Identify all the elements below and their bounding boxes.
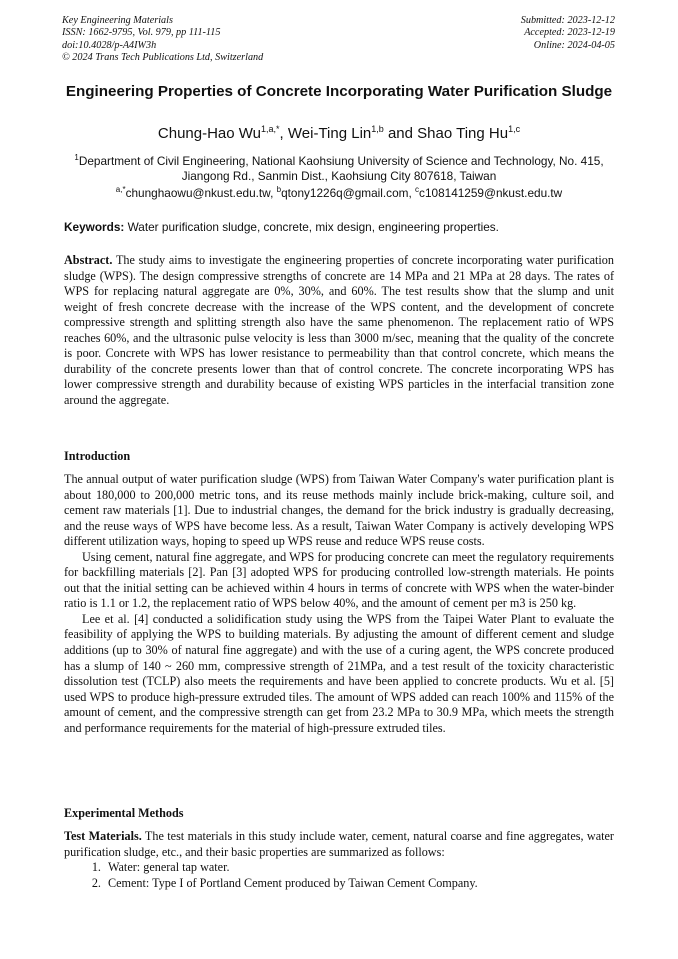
email-link[interactable]: chunghaowu@nkust.edu.tw — [125, 185, 271, 200]
methods-heading: Experimental Methods — [64, 806, 184, 820]
paper-title: Engineering Properties of Concrete Incorporating Water Purification Sludge — [65, 83, 613, 100]
author-separator: , — [279, 125, 288, 142]
email-mark: a,* — [115, 185, 126, 194]
affiliation-text: Department of Civil Engineering, National Kaohsiung University of Science and Technology, No. 415, Jiangong Rd., Sanmin Dist., Kaohsiung City 807618, Taiwan — [78, 153, 604, 183]
accepted-date: Accepted: 2023-12-19 — [524, 27, 615, 39]
email-link[interactable]: qtony1226q@gmail.com — [281, 185, 409, 200]
materials-list — [64, 860, 654, 891]
list-item: 2. Cement: Type I of Portland Cement produced by Taiwan Cement Company. — [104, 876, 654, 892]
abstract-text: The study aims to investigate the engineering properties of concrete incorporating water purification sludge (WPS). The design compressive strengths of concrete are 14 MPa and 21 MPa at 28 days. The rates of WPS for replacing natural aggregate are 0%, 30%, and 60%. The test results show that the slump and unit weight of fresh concrete decrease with the increase of the WPS content, and the development of concrete compressive strength and splitting strength also have the same phenomenon. The replacement ratio of WPS reaches 60%, and the ultrasonic pulse velocity is less than 3000 m/sec, meaning that the quality of the concrete is poor. Concrete with WPS has lower resistance to permeability than that control concrete, which means the durability of the concrete presents lower than that of control concrete. The concrete incorporating WPS has lower compressive strength and durability because of existing WPS particles in the interfacial transition zone around the aggregate. — [64, 253, 614, 407]
dates-header — [521, 15, 615, 52]
abstract — [64, 253, 614, 408]
email-separator: , — [270, 185, 277, 200]
journal-header — [62, 15, 263, 64]
author-name: Chung-Hao Wu — [157, 125, 262, 142]
email-link[interactable]: c108141259@nkust.edu.tw — [419, 185, 563, 200]
keywords — [64, 220, 614, 234]
email-list — [64, 185, 614, 200]
introduction-heading: Introduction — [64, 449, 131, 463]
author-separator: and — [383, 125, 418, 142]
email-mark: b — [276, 185, 282, 194]
email-mark: c — [415, 185, 420, 194]
test-materials-label: Test Materials. — [64, 829, 142, 843]
keywords-text: Water purification sludge, concrete, mix design, engineering properties. — [124, 220, 499, 234]
test-materials-text: The test materials in this study include water, cement, natural coarse and fine aggregates, water purification sludge, etc., and their basic properties are summarized as follows: — [64, 829, 614, 859]
author-list — [64, 124, 614, 142]
introduction-paragraph: Lee et al. [4] conducted a solidification study using the WPS from the Taipei Water Plant to evaluate the feasibility of applying the WPS to building materials. By adjusting the amount of different cement and sludge additions (up to 30% of natural fine aggregate) and with the use of a curing agent, the WPS concrete produced has a slump of 140 ~ 260 mm, compressive strength of 21MPa, and a test result of the toxicity characteristic dissolution test (TCLP) also meets the requirements and have been applied to concrete products. Wu et al. [5] used WPS to produce high-pressure extruded tiles. The amount of WPS added can reach 100% and 115% of the amount of cement, and the compressive strength can get from 23.2 MPa to 30.9 MPa, which meets the strength and performance requirements for the material of high-pressure extruded tiles. — [64, 611, 614, 735]
online-date: Online: 2024-04-05 — [533, 39, 615, 51]
journal-copyright: © 2024 Trans Tech Publications Ltd, Switzerland — [62, 51, 264, 63]
introduction-paragraph: The annual output of water purification sludge (WPS) from Taiwan Water Company's water purification plant is about 180,000 to 200,000 metric tons, and its reuse methods mainly include brick-making, culture soil, and cement raw materials [1]. Due to industrial changes, the demand for the brick industry is gradually decreasing, and the reuse ways of WPS have become less. As a result, Taiwan Water Company is actively developing WPS different utilization ways, hoping to speed up WPS reuse and reduce WPS reuse costs. — [64, 472, 614, 549]
journal-doi: doi:10.4028/p-A4IW3h — [62, 39, 157, 51]
keywords-label: Keywords: — [64, 220, 125, 234]
journal-issn: ISSN: 1662-9795, Vol. 979, pp 111-115 — [62, 27, 221, 39]
journal-name: Key Engineering Materials — [62, 15, 173, 26]
methods-body — [64, 829, 614, 860]
submitted-date: Submitted: 2023-12-12 — [520, 15, 615, 26]
author-affiliation-mark: 1,c — [508, 124, 521, 134]
author-name: Shao Ting Hu — [417, 125, 509, 142]
author-name: Wei-Ting Lin — [287, 125, 372, 142]
introduction-paragraph: Using cement, natural fine aggregate, and WPS for producing concrete can meet the regulatory requirements for backfilling materials [2]. Pan [3] adopted WPS for producing controlled low-strength materials. He points out that the initial setting can be achieved within 4 hours in terms of concrete with WPS when the water-binder ratio is 1.1 or 1.2, the replacement ratio of WPS below 40%, and the amount of cement per m3 is 250 kg. — [64, 549, 614, 611]
affiliation — [64, 150, 614, 184]
abstract-label: Abstract. — [64, 253, 113, 267]
list-item: 1. Water: general tap water. — [104, 860, 654, 876]
introduction-body — [64, 472, 614, 736]
affiliation-mark: 1 — [74, 153, 79, 162]
email-separator: , — [408, 185, 416, 200]
author-affiliation-mark: 1,b — [371, 124, 384, 134]
author-affiliation-mark: 1,a,* — [261, 124, 280, 134]
